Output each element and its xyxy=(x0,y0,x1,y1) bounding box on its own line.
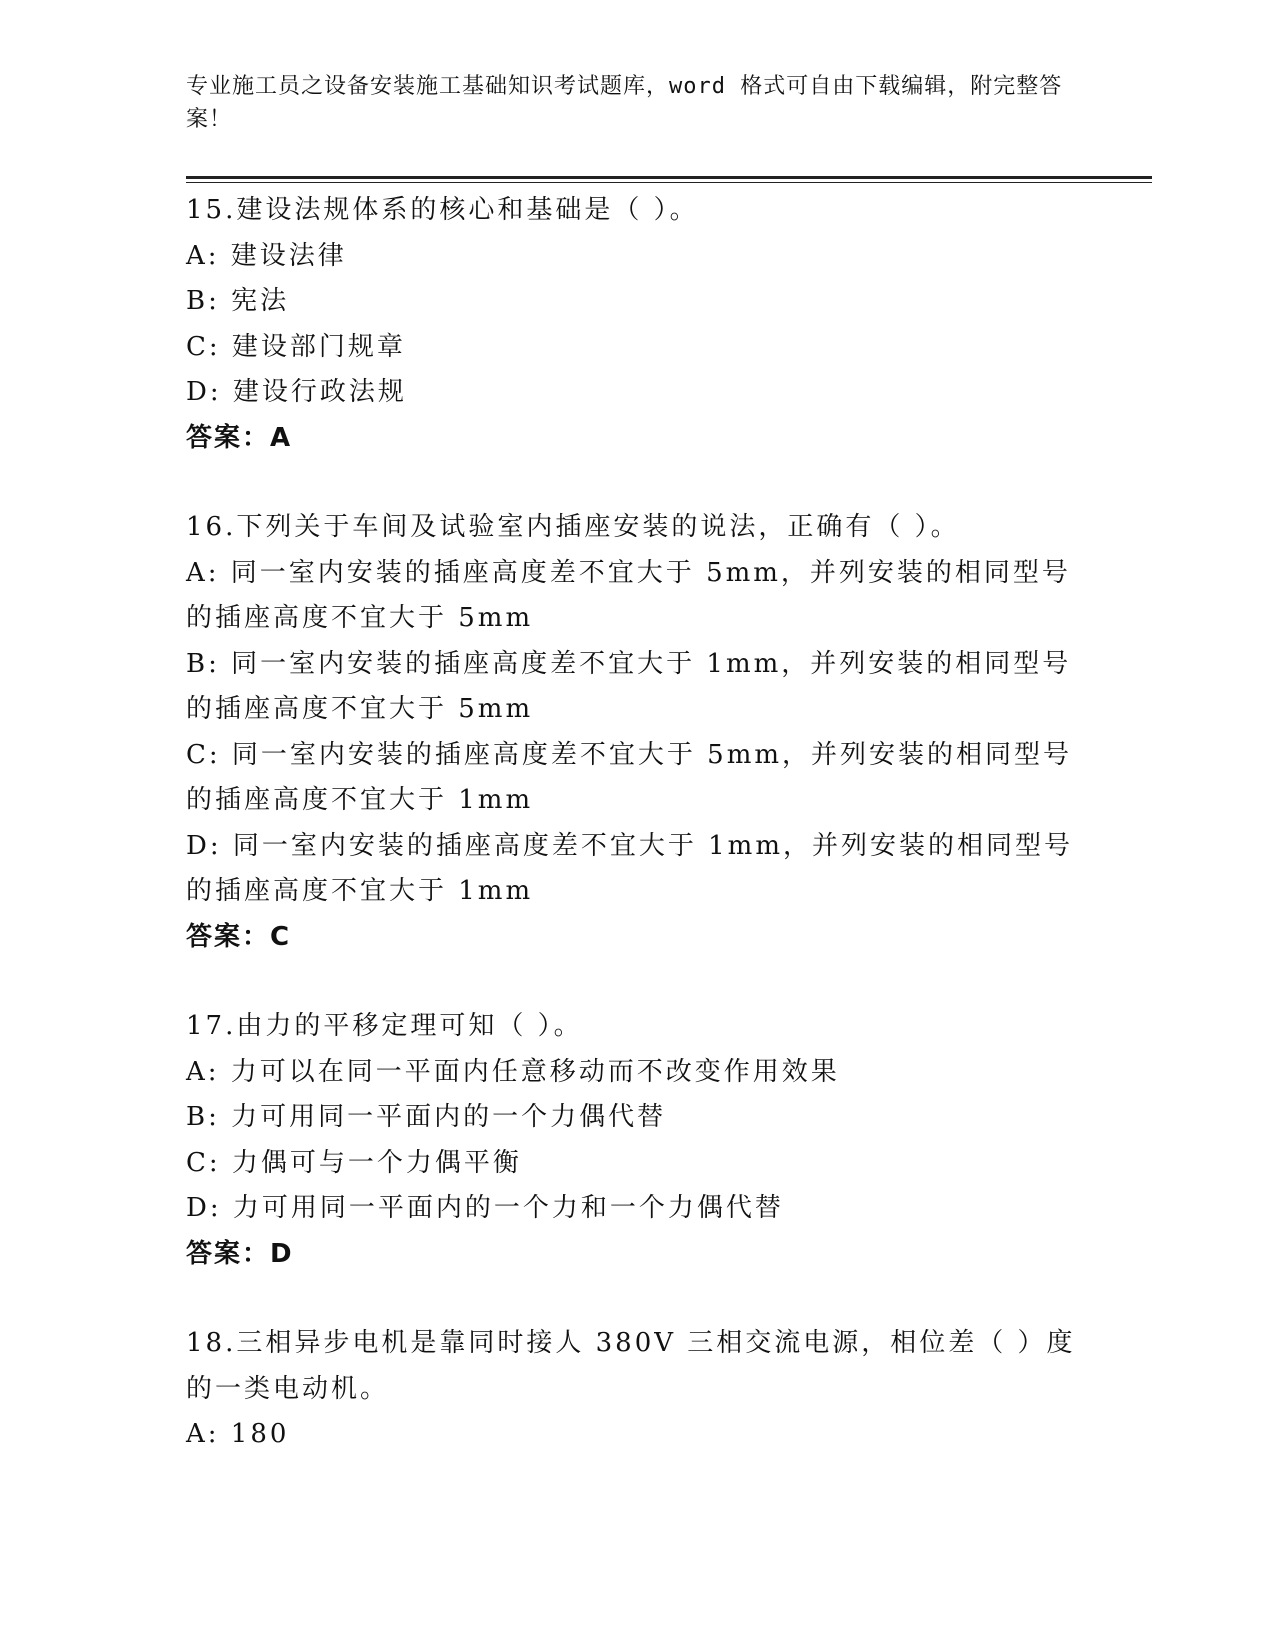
question-18 xyxy=(186,1321,1086,1458)
question-list xyxy=(186,188,1086,1502)
option-b: B: 同一室内安装的插座高度差不宜大于 1mm，并列安装的相同型号的插座高度不宜大于 5mm xyxy=(186,648,1072,724)
option-a: A: 180 xyxy=(186,1419,290,1449)
option-d: D: 力可用同一平面内的一个力和一个力偶代替 xyxy=(186,1193,784,1223)
option-b: B: 力可用同一平面内的一个力偶代替 xyxy=(186,1102,667,1132)
question-16 xyxy=(186,505,1086,960)
option-a: A: 力可以在同一平面内任意移动而不改变作用效果 xyxy=(186,1056,840,1087)
answer-label: 答案：D xyxy=(186,1238,294,1269)
option-a: A: 同一室内安装的插座高度差不宜大于 5mm，并列安装的相同型号的插座高度不宜大于 5mm xyxy=(186,557,1071,633)
question-stem: 16.下列关于车间及试验室内插座安装的说法，正确有（ ）。 xyxy=(186,512,960,542)
option-b: B: 宪法 xyxy=(186,286,290,316)
question-stem: 15.建设法规体系的核心和基础是（ ）。 xyxy=(186,195,699,225)
question-stem: 17.由力的平移定理可知（ ）。 xyxy=(186,1011,583,1041)
question-stem: 18.三相异步电机是靠同时接人 380V 三相交流电源，相位差（ ）度的一类电动机。 xyxy=(186,1328,1076,1404)
option-c: C: 同一室内安装的插座高度差不宜大于 5mm，并列安装的相同型号的插座高度不宜大于 1mm xyxy=(186,739,1073,815)
option-d: D: 建设行政法规 xyxy=(186,377,407,407)
option-c: C: 建设部门规章 xyxy=(186,331,406,362)
header-divider-thick xyxy=(186,176,1152,179)
answer-label: 答案：C xyxy=(186,921,292,952)
question-15 xyxy=(186,188,1086,461)
document-header: 专业施工员之设备安装施工基础知识考试题库，word 格式可自由下载编辑，附完整答案！ xyxy=(186,74,1063,132)
option-d: D: 同一室内安装的插座高度差不宜大于 1mm，并列安装的相同型号的插座高度不宜大于 1mm xyxy=(186,830,1073,906)
option-c: C: 力偶可与一个力偶平衡 xyxy=(186,1147,522,1178)
option-a: A: 建设法律 xyxy=(186,240,347,271)
answer-label: 答案：A xyxy=(186,422,293,453)
question-17 xyxy=(186,1004,1086,1277)
header-divider-thin xyxy=(186,182,1152,183)
